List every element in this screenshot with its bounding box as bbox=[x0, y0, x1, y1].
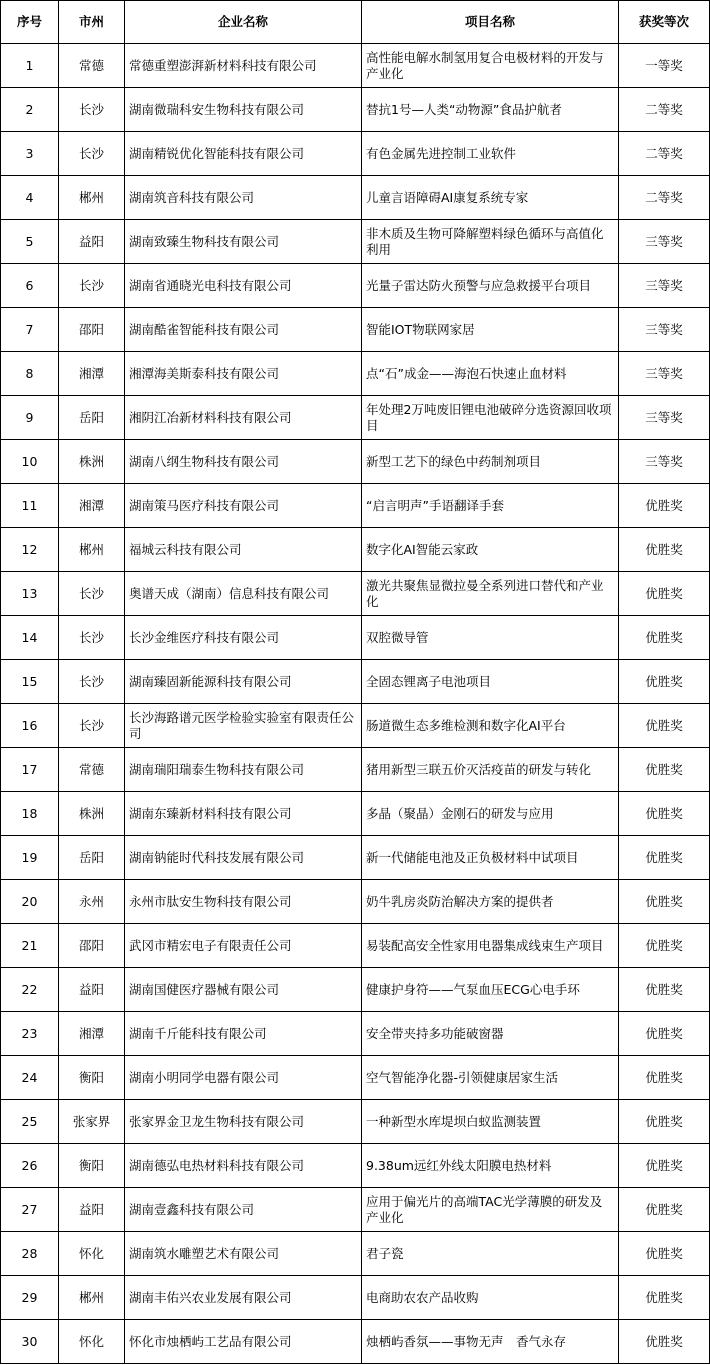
city-cell: 永州 bbox=[59, 880, 125, 924]
company-cell: 张家界金卫龙生物科技有限公司 bbox=[125, 1100, 362, 1144]
award-cell: 二等奖 bbox=[619, 176, 710, 220]
table-row bbox=[1, 308, 710, 352]
header-company: 企业名称 bbox=[125, 1, 362, 44]
table-row bbox=[1, 924, 710, 968]
award-cell: 优胜奖 bbox=[619, 968, 710, 1012]
table-row bbox=[1, 1320, 710, 1364]
index-cell: 5 bbox=[1, 220, 59, 264]
header-award: 获奖等次 bbox=[619, 1, 710, 44]
city-cell: 长沙 bbox=[59, 660, 125, 704]
company-cell: 湖南微瑞科安生物科技有限公司 bbox=[125, 88, 362, 132]
city-cell: 岳阳 bbox=[59, 396, 125, 440]
company-cell: 湖南致臻生物科技有限公司 bbox=[125, 220, 362, 264]
header-index: 序号 bbox=[1, 1, 59, 44]
city-cell: 邵阳 bbox=[59, 308, 125, 352]
city-cell: 郴州 bbox=[59, 528, 125, 572]
index-cell: 6 bbox=[1, 264, 59, 308]
project-cell: 智能IOT物联网家居 bbox=[362, 308, 619, 352]
index-cell: 15 bbox=[1, 660, 59, 704]
company-cell: 湖南策马医疗科技有限公司 bbox=[125, 484, 362, 528]
index-cell: 8 bbox=[1, 352, 59, 396]
company-cell: 湖南千斤能科技有限公司 bbox=[125, 1012, 362, 1056]
table-row bbox=[1, 1144, 710, 1188]
project-cell: 君子瓷 bbox=[362, 1232, 619, 1276]
award-cell: 优胜奖 bbox=[619, 792, 710, 836]
company-cell: 怀化市烛栖屿工艺品有限公司 bbox=[125, 1320, 362, 1364]
award-cell: 优胜奖 bbox=[619, 1276, 710, 1320]
index-cell: 18 bbox=[1, 792, 59, 836]
table-row bbox=[1, 968, 710, 1012]
table-row bbox=[1, 528, 710, 572]
award-cell: 优胜奖 bbox=[619, 1320, 710, 1364]
table-row bbox=[1, 572, 710, 616]
company-cell: 湖南丰佑兴农业发展有限公司 bbox=[125, 1276, 362, 1320]
project-cell: 激光共聚焦显微拉曼全系列进口替代和产业化 bbox=[362, 572, 619, 616]
header-city: 市州 bbox=[59, 1, 125, 44]
index-cell: 3 bbox=[1, 132, 59, 176]
company-cell: 长沙海路谱元医学检验实验室有限责任公司 bbox=[125, 704, 362, 748]
index-cell: 19 bbox=[1, 836, 59, 880]
award-cell: 优胜奖 bbox=[619, 1232, 710, 1276]
table-body bbox=[1, 44, 710, 1364]
company-cell: 武冈市精宏电子有限责任公司 bbox=[125, 924, 362, 968]
award-cell: 优胜奖 bbox=[619, 528, 710, 572]
company-cell: 奥谱天成（湖南）信息科技有限公司 bbox=[125, 572, 362, 616]
city-cell: 岳阳 bbox=[59, 836, 125, 880]
project-cell: 猪用新型三联五价灭活疫苗的研发与转化 bbox=[362, 748, 619, 792]
header-row bbox=[1, 1, 710, 44]
project-cell: 光量子雷达防火预警与应急救援平台项目 bbox=[362, 264, 619, 308]
project-cell: 儿童言语障碍AI康复系统专家 bbox=[362, 176, 619, 220]
index-cell: 12 bbox=[1, 528, 59, 572]
award-cell: 优胜奖 bbox=[619, 660, 710, 704]
city-cell: 衡阳 bbox=[59, 1056, 125, 1100]
index-cell: 13 bbox=[1, 572, 59, 616]
project-cell: 新一代储能电池及正负极材料中试项目 bbox=[362, 836, 619, 880]
project-cell: 替抗1号—人类“动物源”食品护航者 bbox=[362, 88, 619, 132]
project-cell: 肠道微生态多维检测和数字化AI平台 bbox=[362, 704, 619, 748]
index-cell: 25 bbox=[1, 1100, 59, 1144]
award-cell: 优胜奖 bbox=[619, 1188, 710, 1232]
index-cell: 7 bbox=[1, 308, 59, 352]
city-cell: 湘潭 bbox=[59, 352, 125, 396]
company-cell: 永州市肽安生物科技有限公司 bbox=[125, 880, 362, 924]
table-row bbox=[1, 1188, 710, 1232]
index-cell: 27 bbox=[1, 1188, 59, 1232]
table-row bbox=[1, 836, 710, 880]
project-cell: 电商助农农产品收购 bbox=[362, 1276, 619, 1320]
city-cell: 株洲 bbox=[59, 440, 125, 484]
table-row bbox=[1, 396, 710, 440]
city-cell: 长沙 bbox=[59, 264, 125, 308]
award-cell: 优胜奖 bbox=[619, 1056, 710, 1100]
project-cell: 有色金属先进控制工业软件 bbox=[362, 132, 619, 176]
city-cell: 长沙 bbox=[59, 704, 125, 748]
city-cell: 常德 bbox=[59, 748, 125, 792]
project-cell: 易装配高安全性家用电器集成线束生产项目 bbox=[362, 924, 619, 968]
index-cell: 14 bbox=[1, 616, 59, 660]
city-cell: 郴州 bbox=[59, 1276, 125, 1320]
award-cell: 优胜奖 bbox=[619, 1144, 710, 1188]
award-cell: 优胜奖 bbox=[619, 704, 710, 748]
project-cell: 9.38um远红外线太阳膜电热材料 bbox=[362, 1144, 619, 1188]
award-cell: 优胜奖 bbox=[619, 1012, 710, 1056]
company-cell: 湖南省通晓光电科技有限公司 bbox=[125, 264, 362, 308]
award-cell: 优胜奖 bbox=[619, 748, 710, 792]
table-row bbox=[1, 880, 710, 924]
table-row bbox=[1, 704, 710, 748]
index-cell: 17 bbox=[1, 748, 59, 792]
project-cell: 奶牛乳房炎防治解决方案的提供者 bbox=[362, 880, 619, 924]
table-row bbox=[1, 440, 710, 484]
company-cell: 湖南东臻新材料科技有限公司 bbox=[125, 792, 362, 836]
company-cell: 长沙金维医疗科技有限公司 bbox=[125, 616, 362, 660]
award-cell: 优胜奖 bbox=[619, 924, 710, 968]
award-cell: 一等奖 bbox=[619, 44, 710, 88]
project-cell: 健康护身符——气泵血压ECG心电手环 bbox=[362, 968, 619, 1012]
company-cell: 湖南钠能时代科技发展有限公司 bbox=[125, 836, 362, 880]
award-cell: 三等奖 bbox=[619, 396, 710, 440]
company-cell: 湖南壹鑫科技有限公司 bbox=[125, 1188, 362, 1232]
city-cell: 衡阳 bbox=[59, 1144, 125, 1188]
city-cell: 湘潭 bbox=[59, 1012, 125, 1056]
city-cell: 湘潭 bbox=[59, 484, 125, 528]
table-row bbox=[1, 1012, 710, 1056]
city-cell: 怀化 bbox=[59, 1232, 125, 1276]
award-cell: 三等奖 bbox=[619, 264, 710, 308]
city-cell: 怀化 bbox=[59, 1320, 125, 1364]
project-cell: 数字化AI智能云家政 bbox=[362, 528, 619, 572]
award-cell: 三等奖 bbox=[619, 308, 710, 352]
award-cell: 优胜奖 bbox=[619, 1100, 710, 1144]
header-project: 项目名称 bbox=[362, 1, 619, 44]
index-cell: 23 bbox=[1, 1012, 59, 1056]
index-cell: 30 bbox=[1, 1320, 59, 1364]
city-cell: 邵阳 bbox=[59, 924, 125, 968]
city-cell: 郴州 bbox=[59, 176, 125, 220]
award-cell: 二等奖 bbox=[619, 132, 710, 176]
company-cell: 湖南酷雀智能科技有限公司 bbox=[125, 308, 362, 352]
table-row bbox=[1, 44, 710, 88]
project-cell: 烛栖屿香氛——事物无声 香气永存 bbox=[362, 1320, 619, 1364]
project-cell: 非木质及生物可降解塑料绿色循环与高值化利用 bbox=[362, 220, 619, 264]
company-cell: 湖南德弘电热材料科技有限公司 bbox=[125, 1144, 362, 1188]
index-cell: 21 bbox=[1, 924, 59, 968]
award-cell: 二等奖 bbox=[619, 88, 710, 132]
city-cell: 益阳 bbox=[59, 1188, 125, 1232]
award-cell: 三等奖 bbox=[619, 440, 710, 484]
city-cell: 益阳 bbox=[59, 968, 125, 1012]
index-cell: 22 bbox=[1, 968, 59, 1012]
company-cell: 湘阴江冶新材料科技有限公司 bbox=[125, 396, 362, 440]
index-cell: 24 bbox=[1, 1056, 59, 1100]
table-row bbox=[1, 264, 710, 308]
project-cell: “启言明声”手语翻译手套 bbox=[362, 484, 619, 528]
table-row bbox=[1, 1056, 710, 1100]
project-cell: 点“石”成金——海泡石快速止血材料 bbox=[362, 352, 619, 396]
project-cell: 年处理2万吨废旧锂电池破碎分选资源回收项目 bbox=[362, 396, 619, 440]
project-cell: 双腔微导管 bbox=[362, 616, 619, 660]
project-cell: 高性能电解水制氢用复合电极材料的开发与产业化 bbox=[362, 44, 619, 88]
company-cell: 湖南筑水雕塑艺术有限公司 bbox=[125, 1232, 362, 1276]
index-cell: 10 bbox=[1, 440, 59, 484]
table-row bbox=[1, 352, 710, 396]
index-cell: 29 bbox=[1, 1276, 59, 1320]
table-row bbox=[1, 176, 710, 220]
table-row bbox=[1, 88, 710, 132]
award-cell: 优胜奖 bbox=[619, 616, 710, 660]
project-cell: 空气智能净化器-引领健康居家生活 bbox=[362, 1056, 619, 1100]
table-row bbox=[1, 660, 710, 704]
company-cell: 湘潭海美斯泰科技有限公司 bbox=[125, 352, 362, 396]
company-cell: 常德重塑澎湃新材料科技有限公司 bbox=[125, 44, 362, 88]
index-cell: 16 bbox=[1, 704, 59, 748]
table-row bbox=[1, 616, 710, 660]
city-cell: 长沙 bbox=[59, 88, 125, 132]
city-cell: 长沙 bbox=[59, 132, 125, 176]
index-cell: 11 bbox=[1, 484, 59, 528]
award-cell: 优胜奖 bbox=[619, 572, 710, 616]
company-cell: 湖南八纲生物科技有限公司 bbox=[125, 440, 362, 484]
city-cell: 长沙 bbox=[59, 572, 125, 616]
index-cell: 1 bbox=[1, 44, 59, 88]
city-cell: 株洲 bbox=[59, 792, 125, 836]
company-cell: 湖南精锐优化智能科技有限公司 bbox=[125, 132, 362, 176]
company-cell: 湖南筑音科技有限公司 bbox=[125, 176, 362, 220]
city-cell: 张家界 bbox=[59, 1100, 125, 1144]
company-cell: 湖南瑞阳瑞泰生物科技有限公司 bbox=[125, 748, 362, 792]
city-cell: 常德 bbox=[59, 44, 125, 88]
index-cell: 9 bbox=[1, 396, 59, 440]
project-cell: 全固态锂离子电池项目 bbox=[362, 660, 619, 704]
company-cell: 湖南小明同学电器有限公司 bbox=[125, 1056, 362, 1100]
award-cell: 三等奖 bbox=[619, 220, 710, 264]
project-cell: 应用于偏光片的高端TAC光学薄膜的研发及产业化 bbox=[362, 1188, 619, 1232]
table-row bbox=[1, 792, 710, 836]
company-cell: 湖南国健医疗器械有限公司 bbox=[125, 968, 362, 1012]
table-row bbox=[1, 220, 710, 264]
project-cell: 安全带夹持多功能破窗器 bbox=[362, 1012, 619, 1056]
award-cell: 优胜奖 bbox=[619, 484, 710, 528]
city-cell: 益阳 bbox=[59, 220, 125, 264]
index-cell: 4 bbox=[1, 176, 59, 220]
award-cell: 优胜奖 bbox=[619, 880, 710, 924]
table-row bbox=[1, 484, 710, 528]
table-row bbox=[1, 748, 710, 792]
project-cell: 多晶（聚晶）金刚石的研发与应用 bbox=[362, 792, 619, 836]
index-cell: 20 bbox=[1, 880, 59, 924]
company-cell: 福城云科技有限公司 bbox=[125, 528, 362, 572]
award-cell: 优胜奖 bbox=[619, 836, 710, 880]
city-cell: 长沙 bbox=[59, 616, 125, 660]
award-cell: 三等奖 bbox=[619, 352, 710, 396]
project-cell: 一种新型水库堤坝白蚁监测装置 bbox=[362, 1100, 619, 1144]
company-cell: 湖南臻固新能源科技有限公司 bbox=[125, 660, 362, 704]
table-row bbox=[1, 1276, 710, 1320]
table-row bbox=[1, 1100, 710, 1144]
index-cell: 28 bbox=[1, 1232, 59, 1276]
index-cell: 26 bbox=[1, 1144, 59, 1188]
project-cell: 新型工艺下的绿色中药制剂项目 bbox=[362, 440, 619, 484]
table-row bbox=[1, 1232, 710, 1276]
index-cell: 2 bbox=[1, 88, 59, 132]
table-row bbox=[1, 132, 710, 176]
